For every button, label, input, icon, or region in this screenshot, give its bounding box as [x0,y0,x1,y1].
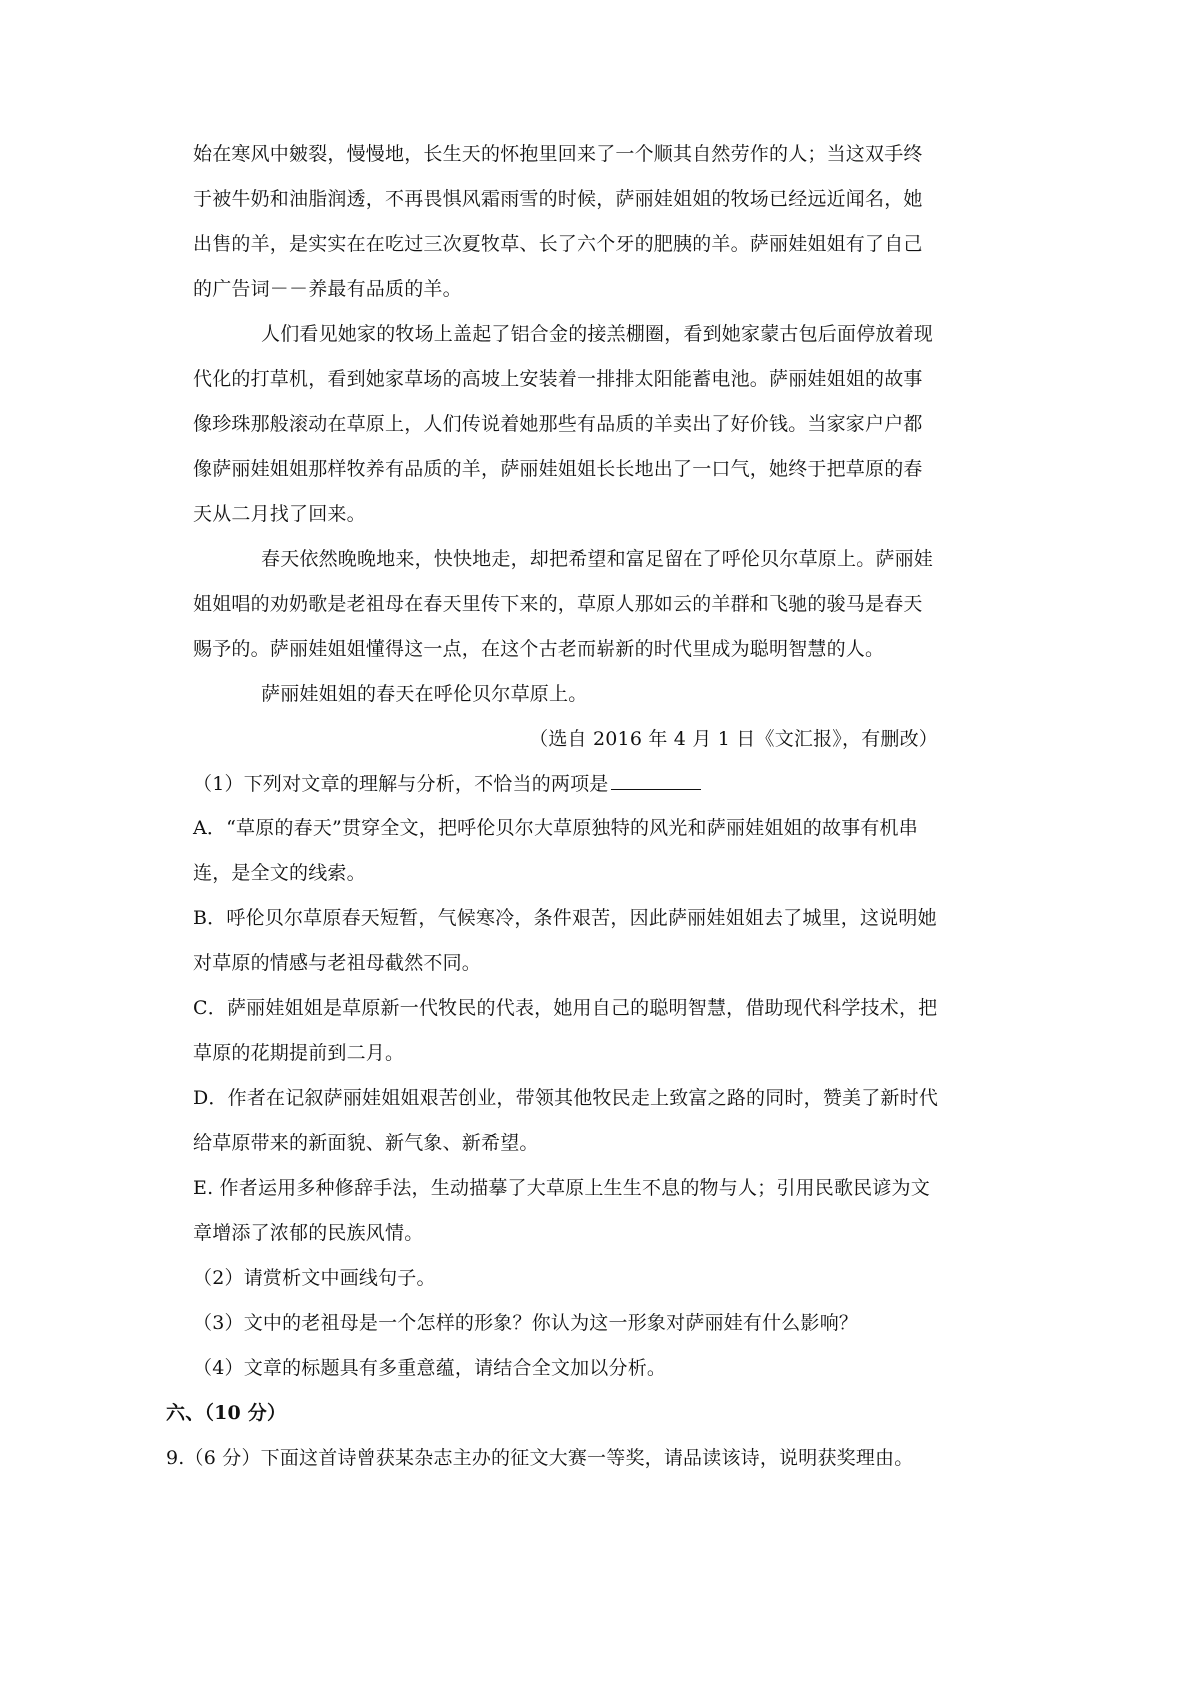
passage-line: 的广告词－－养最有品质的羊。 [193,278,462,300]
answer-blank [611,771,701,790]
passage-line: 春天依然晚晚地来，快快地走，却把希望和富足留在了呼伦贝尔草原上。萨丽娃 [261,548,934,570]
passage-line: 像萨丽娃姐姐那样牧养有品质的羊，萨丽娃姐姐长长地出了一口气，她终于把草原的春 [193,458,923,480]
passage-line: 姐姐唱的劝奶歌是老祖母在春天里传下来的，草原人那如云的羊群和飞驰的骏马是春天 [193,593,923,615]
passage-line: 人们看见她家的牧场上盖起了铝合金的接羔棚圈，看到她家蒙古包后面停放着现 [261,323,934,345]
passage-line: 像珍珠那般滚动在草原上，人们传说着她那些有品质的羊卖出了好价钱。当家家户户都 [193,413,923,435]
option-b-line: 对草原的情感与老祖母截然不同。 [193,952,482,974]
option-b-line: B．呼伦贝尔草原春天短暂，气候寒冷，条件艰苦，因此萨丽娃姐姐去了城里，这说明她 [193,907,937,929]
question-4: （4）文章的标题具有多重意蕴，请结合全文加以分析。 [193,1357,667,1379]
question-1-text: （1）下列对文章的理解与分析，不恰当的两项是 [193,773,609,795]
option-a-line: 连，是全文的线索。 [193,862,366,884]
option-e-line: 章增添了浓郁的民族风情。 [193,1222,424,1244]
passage-line: 赐予的。萨丽娃姐姐懂得这一点，在这个古老而崭新的时代里成为聪明智慧的人。 [193,638,885,660]
option-d-line: D．作者在记叙萨丽娃姐姐艰苦创业，带领其他牧民走上致富之路的同时，赞美了新时代 [193,1087,939,1109]
option-d-line: 给草原带来的新面貌、新气象、新希望。 [193,1132,539,1154]
section-heading: 六、（10 分） [166,1402,287,1424]
question-2: （2）请赏析文中画线句子。 [193,1267,436,1289]
passage-line: 始在寒风中皴裂，慢慢地，长生天的怀抱里回来了一个顺其自然劳作的人；当这双手终 [193,143,923,165]
passage-line: 出售的羊，是实实在在吃过三次夏牧草、长了六个牙的肥胰的羊。萨丽娃姐姐有了自己 [193,233,923,255]
option-c-line: C．萨丽娃姐姐是草原新一代牧民的代表，她用自己的聪明智慧，借助现代科学技术，把 [193,997,938,1019]
source-citation: （选自 2016 年 4 月 1 日《文汇报》，有删改） [529,728,938,750]
passage-line: 萨丽娃姐姐的春天在呼伦贝尔草原上。 [261,683,588,705]
option-a-line: A．“草原的春天”贯穿全文，把呼伦贝尔大草原独特的风光和萨丽娃姐姐的故事有机串 [193,817,918,839]
question-3: （3）文中的老祖母是一个怎样的形象？你认为这一形象对萨丽娃有什么影响？ [193,1312,859,1334]
passage-line: 天从二月找了回来。 [193,503,366,525]
passage-line: 于被牛奶和油脂润透，不再畏惧风霜雨雪的时候，萨丽娃姐姐的牧场已经远近闻名，她 [193,188,923,210]
passage-line: 代化的打草机，看到她家草场的高坡上安装着一排排太阳能蓄电池。萨丽娃姐姐的故事 [193,368,923,390]
question-1 [193,771,701,796]
option-c-line: 草原的花期提前到二月。 [193,1042,405,1064]
question-9: 9.（6 分）下面这首诗曾获某杂志主办的征文大赛一等奖，请品读该诗，说明获奖理由。 [166,1447,914,1469]
option-e-line: E. 作者运用多种修辞手法，生动描摹了大草原上生生不息的物与人；引用民歌民谚为文 [193,1177,930,1199]
